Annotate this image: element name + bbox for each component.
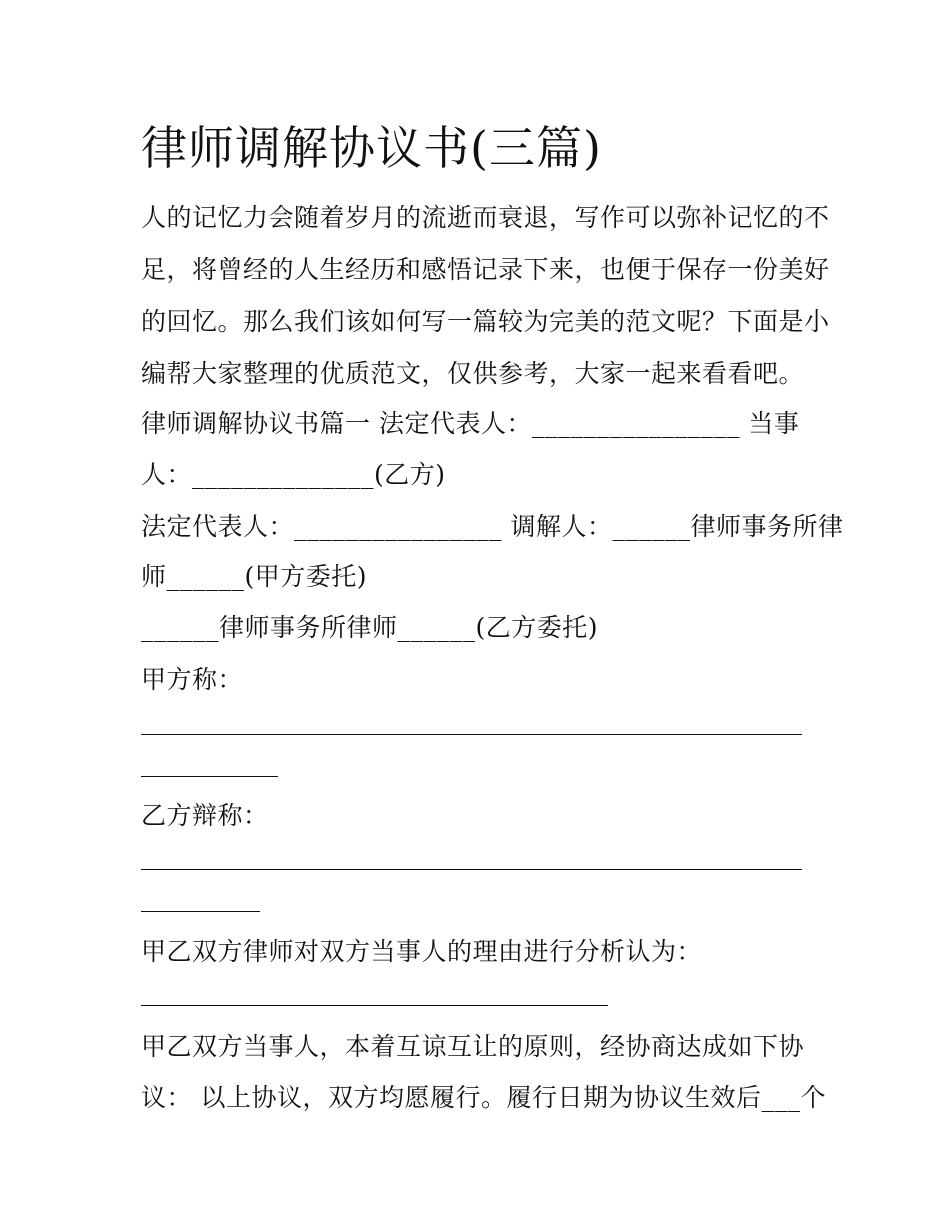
fill-in-line-1 xyxy=(141,734,802,735)
body-line-10: 甲方称： xyxy=(141,665,244,694)
fill-in-line-3 xyxy=(141,869,802,870)
body-line-12: 甲乙双方律师对双方当事人的理由进行分析认为： xyxy=(141,937,703,966)
body-line-11: 乙方辩称： xyxy=(141,801,269,830)
body-line-5: 律师调解协议书篇一 法定代表人：________________ 当事 xyxy=(141,409,800,438)
body-line-1: 人的记忆力会随着岁月的流逝而衰退，写作可以弥补记忆的不 xyxy=(141,203,830,232)
fill-in-line-5 xyxy=(141,1005,608,1006)
body-line-7: 法定代表人：________________ 调解人：______律师事务所律 xyxy=(141,512,844,541)
body-line-4: 编帮大家整理的优质范文，仅供参考，大家一起来看看吧。 xyxy=(141,359,805,388)
body-line-9: ______律师事务所律师______(乙方委托) xyxy=(141,613,599,642)
document-title: 律师调解协议书(三篇) xyxy=(141,121,602,175)
fill-in-line-2 xyxy=(141,776,278,777)
body-line-14: 议： 以上协议，双方均愿履行。履行日期为协议生效后___个 xyxy=(141,1083,826,1112)
body-line-2: 足，将曾经的人生经历和感悟记录下来，也便于保存一份美好 xyxy=(141,255,830,284)
body-line-3: 的回忆。那么我们该如何写一篇较为完美的范文呢？下面是小 xyxy=(141,307,830,336)
fill-in-line-4 xyxy=(141,911,260,912)
body-line-8: 师______(甲方委托) xyxy=(141,562,368,591)
body-line-13: 甲乙双方当事人，本着互谅互让的原则，经协商达成如下协 xyxy=(141,1032,805,1061)
body-line-6: 人：______________(乙方) xyxy=(141,460,446,489)
